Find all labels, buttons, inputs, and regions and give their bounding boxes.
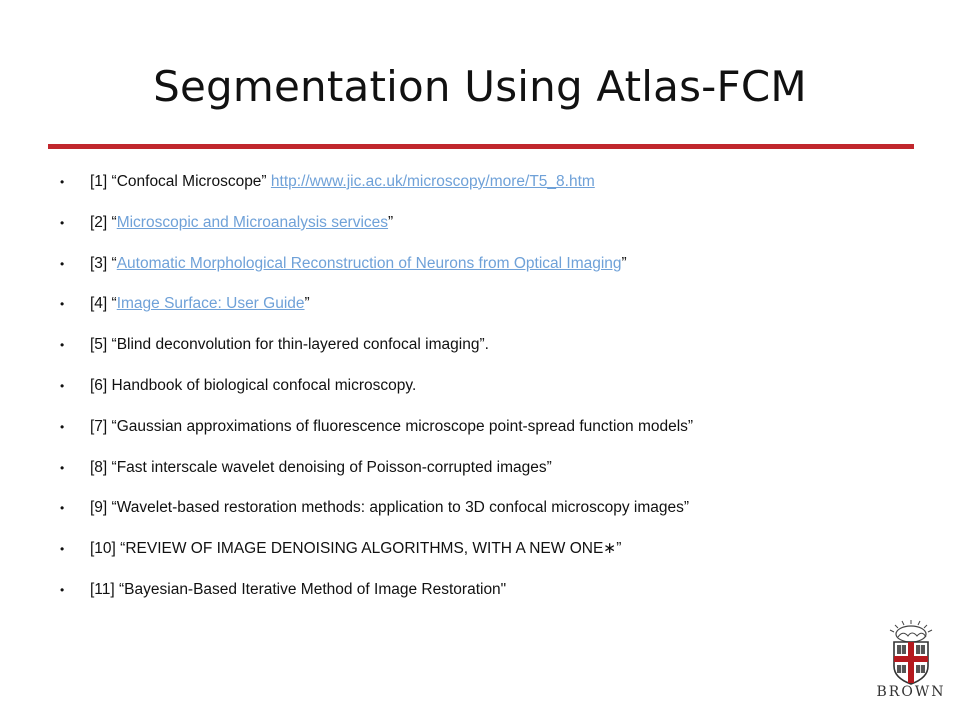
bullet-icon: •: [60, 215, 65, 230]
reference-item: [58, 335, 908, 376]
reference-link[interactable]: Microscopic and Microanalysis services: [116, 213, 389, 231]
reference-link[interactable]: http://www.jic.ac.uk/microscopy/more/T5_8.htm: [270, 173, 595, 190]
bullet-icon: •: [60, 297, 65, 312]
brown-logo-text: BROWN: [876, 684, 946, 700]
reference-text: [10] “REVIEW OF IMAGE DENOISING ALGORITHMS, WITH A NEW ONE∗”: [90, 540, 622, 558]
bullet-icon: •: [60, 542, 65, 557]
reference-text: [11] “Bayesian-Based Iterative Method of Image Restoration": [90, 580, 507, 598]
reference-item: [58, 539, 908, 580]
reference-text: [6] Handbook of biological confocal microscopy.: [90, 376, 417, 394]
reference-item: [58, 417, 908, 458]
slide-title: Segmentation Using Atlas-FCM: [153, 62, 807, 111]
reference-text: [5] “Blind deconvolution for thin-layered confocal imaging”.: [90, 336, 489, 354]
reference-link[interactable]: Automatic Morphological Reconstruction of Neurons from Optical Imaging: [116, 254, 622, 272]
bullet-icon: •: [60, 460, 65, 475]
bullet-icon: •: [60, 378, 65, 393]
reference-item: [58, 254, 908, 295]
reference-text: [2] “Microscopic and Microanalysis services”: [90, 213, 394, 231]
reference-text: [4] “Image Surface: User Guide”: [90, 295, 310, 313]
reference-list: [58, 172, 908, 621]
bullet-icon: •: [60, 501, 65, 516]
reference-text: [3] “Automatic Morphological Reconstruction of Neurons from Optical Imaging”: [90, 254, 627, 272]
reference-item: [58, 213, 908, 254]
reference-item: [58, 498, 908, 539]
bullet-icon: •: [60, 175, 65, 189]
bullet-icon: •: [60, 419, 65, 434]
reference-text: [9] “Wavelet-based restoration methods: application to 3D confocal microscopy images”: [90, 499, 690, 517]
bullet-icon: •: [60, 582, 65, 597]
reference-link[interactable]: Image Surface: User Guide: [116, 295, 305, 313]
bullet-icon: •: [60, 256, 65, 271]
reference-item: [58, 580, 908, 621]
reference-text: [1] “Confocal Microscope” http://www.jic.ac.uk/microscopy/more/T5_8.htm: [90, 173, 595, 190]
reference-item: [58, 458, 908, 499]
reference-item: [58, 294, 908, 335]
reference-item: [58, 172, 908, 213]
bullet-icon: •: [60, 338, 65, 353]
reference-text: [7] “Gaussian approximations of fluorescence microscope point-spread function models”: [90, 417, 694, 435]
title-divider: [48, 144, 914, 149]
reference-text: [8] “Fast interscale wavelet denoising of Poisson-corrupted images”: [90, 458, 552, 476]
reference-item: [58, 376, 908, 417]
